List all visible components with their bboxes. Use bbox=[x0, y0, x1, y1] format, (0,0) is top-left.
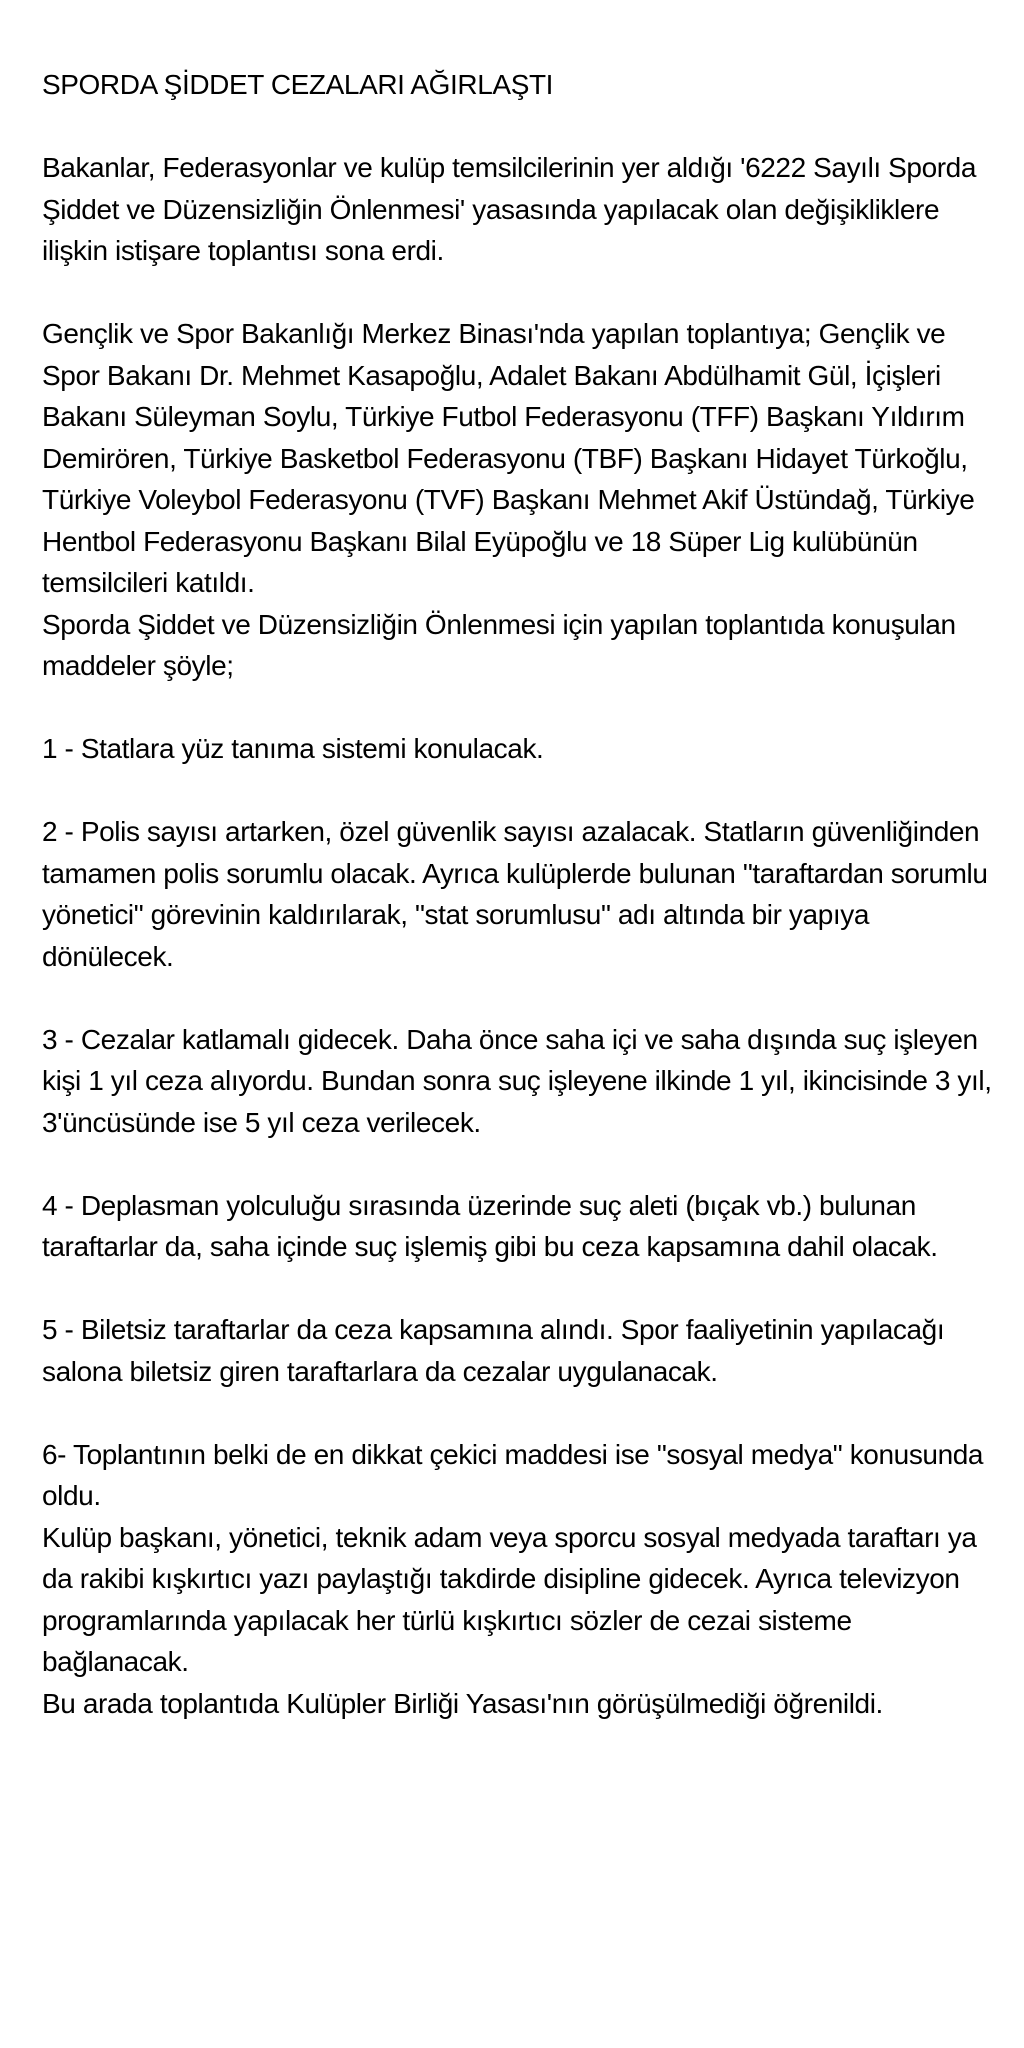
attendees-paragraph: Gençlik ve Spor Bakanlığı Merkez Binası'nda yapılan toplantıya; Gençlik ve Spor Bakanı Dr. Mehmet Kasapoğlu, Adalet Bakanı Abdülhamit Gül, İçişleri Bakanı Süleyman Soylu, Türkiye Futbol Federasyonu (TFF) Başkanı Yıldırım Demirören, Türkiye Basketbol Federasyonu (TBF) Başkanı Hidayet Türkoğlu, Türkiye Voleybol Federasyonu (TVF) Başkanı Mehmet Akif Üstündağ, Türkiye Hentbol Federasyonu Başkanı Bilal Eyüpoğlu ve 18 Süper Lig kulübünün temsilcileri katıldı. bbox=[42, 318, 975, 598]
list-item: 5 - Biletsiz taraftarlar da ceza kapsamına alındı. Spor faaliyetinin yapılacağı salona biletsiz giren taraftarlara da cezalar uygulanacak. bbox=[42, 1314, 945, 1387]
list-item: 4 - Deplasman yolculuğu sırasında üzerinde suç aleti (bıçak vb.) bulunan taraftarlar da, saha içinde suç işlemiş gibi bu ceza kapsamına dahil olacak. bbox=[42, 1189, 938, 1262]
closing-paragraph: Bu arada toplantıda Kulüpler Birliği Yasası'nın görüşülmediği öğrenildi. bbox=[42, 1687, 883, 1719]
article-title: SPORDA ŞİDDET CEZALARI AĞIRLAŞTI bbox=[42, 69, 554, 100]
intro-paragraph: Bakanlar, Federasyonlar ve kulüp temsilcilerinin yer aldığı '6222 Sayılı Sporda Şiddet ve Düzensizliğin Önlenmesi' yasasında yapılacak olan değişikliklere ilişkin istişare toplantısı sona erdi. bbox=[42, 152, 977, 266]
list-item: 6- Toplantının belki de en dikkat çekici maddesi ise "sosyal medya" konusunda oldu. bbox=[42, 1438, 984, 1511]
list-item: 2 - Polis sayısı artarken, özel güvenlik sayısı azalacak. Statların güvenliğinden tamamen polis sorumlu olacak. Ayrıca kulüplerde bulunan "taraftardan sorumlu yönetici" görevinin kaldırılarak, "stat sorumlusu" adı altında bir yapıya dönülecek. bbox=[42, 816, 988, 972]
article bbox=[42, 64, 1002, 1724]
list-item: 1 - Statlara yüz tanıma sistemi konulacak. bbox=[42, 733, 544, 764]
items-intro-paragraph: Sporda Şiddet ve Düzensizliğin Önlenmesi için yapılan toplantıda konuşulan maddeler şöyle; bbox=[42, 608, 956, 681]
social-media-detail-paragraph: Kulüp başkanı, yönetici, teknik adam veya sporcu sosyal medyada taraftarı ya da rakibi kışkırtıcı yazı paylaştığı takdirde disipline gidecek. Ayrıca televizyon programlarında yapılacak her türlü kışkırtıcı sözler de cezai sisteme bağlanacak. bbox=[42, 1521, 977, 1677]
list-item: 3 - Cezalar katlamalı gidecek. Daha önce saha içi ve saha dışında suç işleyen kişi 1 yıl ceza alıyordu. Bundan sonra suç işleyene ilkinde 1 yıl, ikincisinde 3 yıl, 3'üncüsünde ise 5 yıl ceza verilecek. bbox=[42, 1023, 992, 1138]
